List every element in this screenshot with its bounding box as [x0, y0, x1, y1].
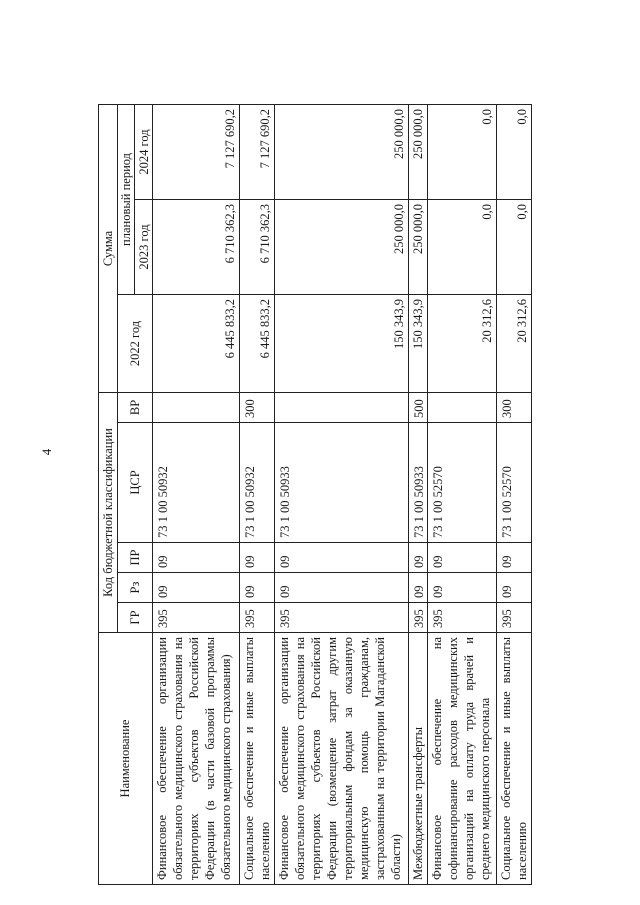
- row-2022: 150 343,9: [275, 294, 409, 392]
- row-vr: [275, 392, 409, 422]
- row-2024: 0,0: [427, 104, 496, 199]
- header-gr: ГР: [118, 603, 152, 633]
- header-rz: Рз: [118, 573, 152, 603]
- row-gr: 395: [239, 603, 274, 633]
- row-2023: 0,0: [496, 199, 531, 294]
- row-pr: 09: [427, 543, 496, 573]
- row-gr: 395: [427, 603, 496, 633]
- row-gr: 395: [275, 603, 409, 633]
- row-csr: 73 1 00 50933: [408, 423, 427, 543]
- header-csr: ЦСР: [118, 423, 152, 543]
- row-vr: 500: [408, 392, 427, 422]
- row-name: Социальное обеспечение и иные выплаты населению: [496, 633, 531, 885]
- header-vr: ВР: [118, 392, 152, 422]
- header-year-2022: 2022 год: [118, 294, 152, 392]
- row-vr: [427, 392, 496, 422]
- row-gr: 395: [152, 603, 239, 633]
- row-name: Финансовое обеспечение организации обязательного медицинского страхования на территориях субъектов Российской Федерации (возмещение затрат другим территориальным фондам за оказанную медицинскую помощь гражданам, застрахованным на территории Магаданской области): [275, 633, 409, 885]
- page-number: 4: [39, 448, 54, 456]
- row-pr: 09: [152, 543, 239, 573]
- row-2022: 20 312,6: [427, 294, 496, 392]
- header-year-2024: 2024 год: [135, 104, 152, 199]
- row-pr: 09: [275, 543, 409, 573]
- budget-table-container: [98, 105, 532, 885]
- row-vr: 300: [239, 392, 274, 422]
- row-pr: 09: [408, 543, 427, 573]
- row-vr: 300: [496, 392, 531, 422]
- row-2023: 6 710 362,3: [152, 199, 239, 294]
- row-csr: 73 1 00 50932: [239, 423, 274, 543]
- row-2023: 250 000,0: [275, 199, 409, 294]
- row-name: Межбюджетные трансферты: [408, 633, 427, 885]
- row-rz: 09: [239, 573, 274, 603]
- table-row: [496, 104, 531, 884]
- table-row: [275, 104, 409, 884]
- row-2023: 6 710 362,3: [239, 199, 274, 294]
- row-gr: 395: [496, 603, 531, 633]
- header-year-2023: 2023 год: [135, 199, 152, 294]
- row-2022: 6 445 833,2: [152, 294, 239, 392]
- row-csr: 73 1 00 52570: [496, 423, 531, 543]
- row-2023: 250 000,0: [408, 199, 427, 294]
- row-2024: 7 127 690,2: [152, 104, 239, 199]
- row-rz: 09: [152, 573, 239, 603]
- row-rz: 09: [427, 573, 496, 603]
- header-budget-code: Код бюджетной классификации: [99, 392, 118, 632]
- table-row: [239, 104, 274, 884]
- row-2022: 150 343,9: [408, 294, 427, 392]
- header-sum: Сумма: [99, 104, 118, 392]
- row-rz: 09: [275, 573, 409, 603]
- row-2024: 250 000,0: [275, 104, 409, 199]
- table-row: [427, 104, 496, 884]
- row-rz: 09: [408, 573, 427, 603]
- row-name: Финансовое обеспечение организации обязательного медицинского страхования на территориях субъектов Российской Федерации (в части базовой программы обязательного медицинского страхования): [152, 633, 239, 885]
- header-row-1: [99, 104, 118, 884]
- row-2024: 7 127 690,2: [239, 104, 274, 199]
- row-2023: 0,0: [427, 199, 496, 294]
- row-2024: 250 000,0: [408, 104, 427, 199]
- header-pr: ПР: [118, 543, 152, 573]
- row-csr: 73 1 00 50932: [152, 423, 239, 543]
- row-csr: 73 1 00 52570: [427, 423, 496, 543]
- row-vr: [152, 392, 239, 422]
- table-row: [408, 104, 427, 884]
- row-pr: 09: [496, 543, 531, 573]
- row-2024: 0,0: [496, 104, 531, 199]
- row-gr: 395: [408, 603, 427, 633]
- header-planning-period: плановый период: [118, 104, 135, 294]
- row-name: Социальное обеспечение и иные выплаты населению: [239, 633, 274, 885]
- row-csr: 73 1 00 50933: [275, 423, 409, 543]
- row-pr: 09: [239, 543, 274, 573]
- row-rz: 09: [496, 573, 531, 603]
- row-2022: 20 312,6: [496, 294, 531, 392]
- table-row: [152, 104, 239, 884]
- budget-table: [98, 104, 532, 885]
- row-2022: 6 445 833,2: [239, 294, 274, 392]
- row-name: Финансовое обеспечение на софинансирование расходов медицинских организаций на оплату труда врачей и среднего медицинского персонала: [427, 633, 496, 885]
- header-name: Наименование: [99, 633, 153, 885]
